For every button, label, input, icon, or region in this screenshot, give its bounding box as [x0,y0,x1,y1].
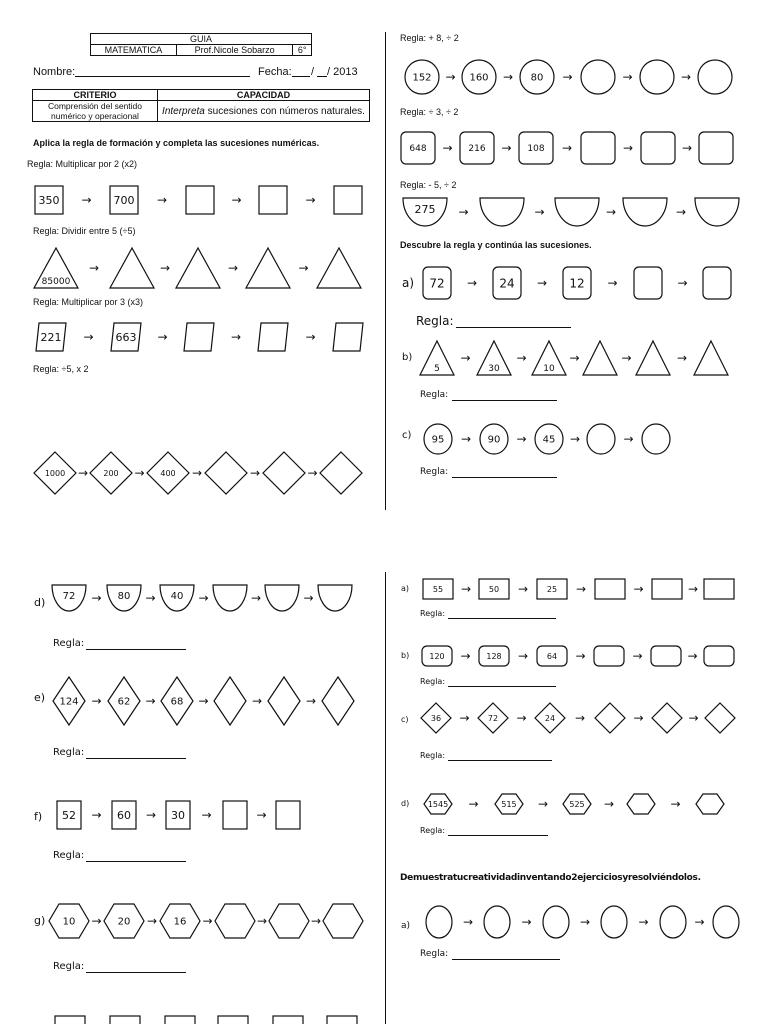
seq-lg-arrow-5: → [310,914,322,928]
seq-ld-arrow-5: → [303,591,314,605]
seq-minus5-arrow-4: → [675,205,687,219]
seq-rba [423,579,734,599]
seq-div5x2-arrow-1: → [77,466,89,480]
seq-div3-arrow-4: → [622,141,634,155]
seq-rb-box-3-value: 10 [543,364,555,374]
seq-plus8-blank-5[interactable] [640,60,674,94]
seq-div3-box-1-value: 648 [409,144,427,155]
seq-rc-arrow-1: → [460,432,472,446]
creativity-instruction: Demuestratucreatividadinventando2ejerciciosyresolviéndolos. [400,873,701,883]
seq-lh-blank-5[interactable] [273,1016,303,1024]
seq-rbe-arrow-3: → [579,915,591,929]
seq-x2-arrow-2: → [156,193,168,207]
seq-div5x2-blank-4[interactable] [205,452,247,494]
seq-div5-arrow-4: → [298,261,309,275]
seq-rbc-blank-4[interactable] [595,703,625,733]
seq-rbc-blank-5[interactable] [652,703,682,733]
label-rbc: c) [401,715,409,724]
seq-div5x2-arrow-4: → [249,466,261,480]
seq-rbe-blank-2[interactable] [484,906,510,938]
seq-plus8-box-1-value: 152 [412,72,432,84]
rt-rule-2: Regla: ÷ 3, ÷ 2 [400,107,459,117]
regla-rc: Regla: [420,467,449,477]
seq-plus8-arrow-4: → [622,70,633,84]
seq-minus5-blank-3[interactable] [555,198,599,226]
label-lf: f) [34,810,43,823]
seq-ra-box-1-value: 72 [429,276,445,291]
criterio-head: CRITERIO [33,90,158,101]
seq-x2 [35,186,362,214]
seq-ra-box-2-value: 24 [499,276,515,291]
seq-rbb-box-2-value: 128 [486,651,502,661]
seq-rba-arrow-4: → [633,582,644,596]
seq-rba-arrow-2: → [517,582,529,596]
seq-rc-box-3-value: 45 [542,434,556,446]
seq-rb-box-2-value: 30 [488,364,500,374]
seq-le-arrow-5: → [305,694,317,708]
seq-x3-arrow-2: → [157,330,168,344]
seq-lg-arrow-1: → [91,914,102,928]
regla-lg: Regla: [53,961,85,972]
seq-ld-blank-5[interactable] [265,585,299,611]
seq-rbe-blank-6[interactable] [713,906,739,938]
seq-div5x2 [34,452,362,494]
seq-rbb-box-1-value: 120 [429,651,445,661]
seq-rc-arrow-3: → [569,432,581,446]
rule-1: Regla: Multiplicar por 2 (x2) [27,159,138,169]
seq-rba-box-3-value: 25 [546,584,558,594]
seq-lg-arrow-4: → [256,914,268,928]
seq-rc [424,424,670,454]
seq-rbd-arrow-3: → [603,797,615,811]
seq-lf-box-3-value: 30 [171,808,185,822]
seq-div5-blank-2[interactable] [110,248,154,288]
seq-rbd-arrow-1: → [468,797,479,811]
seq-lf-box-2-value: 60 [117,808,131,822]
seq-minus5-arrow-1: → [458,205,469,219]
seq-x3-arrow-4: → [305,330,316,344]
regla-rbe: Regla: [420,949,449,959]
seq-rb-arrow-3: → [569,351,580,365]
regla-rbd: Regla: [420,826,446,835]
seq-rc-blank-5[interactable] [642,424,670,454]
criterio-text: Comprensión del sentido numérico y operacional [33,101,158,122]
seq-rbb-blank-6[interactable] [704,646,734,666]
seq-lf-arrow-1: → [91,808,102,822]
label-le: e) [34,691,46,704]
seq-plus8-arrow-1: → [445,70,456,84]
seq-rbe [426,906,739,938]
capacidad-head: CAPACIDAD [158,90,370,101]
seq-rbd-arrow-2: → [537,797,549,811]
seq-div5-arrow-3: → [227,261,239,275]
seq-rb-blank-5[interactable] [636,341,670,375]
seq-ld-arrow-3: → [198,591,209,605]
guia-title: GUIA [91,34,312,45]
rule-2: Regla: Dividir entre 5 (÷5) [33,226,136,236]
seq-rb-blank-6[interactable] [694,341,728,375]
left-instruction: Aplica la regla de formación y completa las sucesiones numéricas. [33,138,320,148]
seq-div5x2-arrow-2: → [134,466,145,480]
seq-plus8-arrow-5: → [680,70,692,84]
seq-lf-arrow-3: → [201,808,212,822]
label-ra: a) [402,276,415,290]
seq-x2-blank-4[interactable] [259,186,287,214]
seq-lf-blank-4[interactable] [223,801,247,829]
seq-ra-arrow-3: → [607,276,618,290]
seq-rb-arrow-5: → [676,351,688,365]
seq-minus5-arrow-2: → [534,205,545,219]
seq-x2-arrow-4: → [305,193,316,207]
seq-rb-arrow-1: → [460,351,471,365]
seq-x2-blank-5[interactable] [334,186,362,214]
seq-rbc-arrow-3: → [574,711,586,725]
date-label: Fecha: [258,66,292,78]
seq-rbc-arrow-5: → [688,711,699,725]
seq-ra-arrow-4: → [677,276,688,290]
seq-lf-blank-5[interactable] [276,801,300,829]
seq-lf [57,801,300,829]
regla-rbc: Regla: [420,751,446,760]
seq-div3-arrow-3: → [561,141,573,155]
seq-div5x2-arrow-3: → [191,466,203,480]
seq-plus8-blank-6[interactable] [698,60,732,94]
seq-div5x2-box-3-value: 400 [160,468,176,478]
seq-rbb-arrow-5: → [687,649,698,663]
seq-rbc-box-2-value: 72 [487,713,499,723]
seq-x2-box-1-value: 350 [38,193,60,207]
seq-div5x2-blank-6[interactable] [320,452,362,494]
seq-rc-box-1-value: 95 [431,434,445,446]
seq-rbd-blank-4[interactable] [627,794,655,814]
seq-rb-box-1-value: 5 [434,364,440,374]
seq-rbd-blank-5[interactable] [696,794,724,814]
seq-lh-blank-6[interactable] [327,1016,357,1024]
seq-rbd-box-3-value: 525 [569,799,585,809]
seq-x2-arrow-1: → [81,193,92,207]
seq-rbb-arrow-1: → [460,649,471,663]
seq-lg-blank-6[interactable] [323,904,363,938]
seq-x3-box-1-value: 221 [40,330,62,344]
seq-le-blank-4[interactable] [214,677,246,725]
seq-div3-arrow-5: → [681,141,693,155]
seq-ld-arrow-4: → [250,591,262,605]
seq-x3-box-2-value: 663 [115,330,137,344]
seq-lg-blank-4[interactable] [215,904,255,938]
seq-le-blank-6[interactable] [322,677,354,725]
label-rbd: d) [401,799,410,808]
seq-lg-arrow-2: → [146,914,158,928]
seq-minus5 [403,198,739,226]
seq-lg-box-1-value: 10 [62,916,76,928]
seq-div3-blank-4[interactable] [581,132,615,164]
seq-rbc-arrow-4: → [633,711,644,725]
seq-lg [49,904,363,938]
seq-lh-blank-3[interactable] [165,1016,195,1024]
seq-rc-arrow-4: → [623,432,634,446]
date-sep1: / [311,66,315,78]
seq-div5-arrow-1: → [88,261,100,275]
seq-rbb [422,646,734,666]
seq-lh-blank-2[interactable] [110,1016,140,1024]
seq-rba-blank-5[interactable] [652,579,682,599]
capacidad-em: Interpreta [162,105,205,117]
seq-rba-blank-4[interactable] [595,579,625,599]
regla-rb: Regla: [420,390,449,400]
seq-ra-blank-5[interactable] [703,267,731,299]
seq-rbc-arrow-2: → [516,711,527,725]
seq-div5-box-1-value: 85000 [41,277,71,287]
seq-minus5-box-1-value: 275 [414,203,436,216]
seq-le-box-2-value: 62 [117,696,131,708]
seq-lf-box-1-value: 52 [62,808,76,822]
seq-rba-blank-6[interactable] [704,579,734,599]
teacher-cell: Prof.Nicole Sobarzo [176,45,293,56]
seq-rbb-arrow-4: → [632,649,643,663]
seq-lg-arrow-3: → [202,914,213,928]
seq-ld [52,585,352,611]
seq-plus8-blank-4[interactable] [581,60,615,94]
seq-ra-box-3-value: 12 [569,276,585,291]
seq-rbc-box-1-value: 36 [430,713,442,723]
seq-rbe-arrow-2: → [521,915,532,929]
seq-x3-blank-4[interactable] [258,323,288,351]
regla-le: Regla: [53,747,85,758]
seq-rba-box-2-value: 50 [488,584,500,594]
seq-minus5-blank-2[interactable] [480,198,524,226]
label-rba: a) [401,584,410,593]
seq-div3 [401,132,733,164]
seq-rbb-arrow-3: → [575,649,586,663]
seq-div3-arrow-2: → [501,141,512,155]
seq-rba-arrow-5: → [687,582,699,596]
seq-rbe-arrow-4: → [638,915,649,929]
seq-ld-blank-4[interactable] [213,585,247,611]
seq-rbc-blank-6[interactable] [705,703,735,733]
seq-rbd-arrow-4: → [670,797,681,811]
seq-rbc-arrow-1: → [459,711,470,725]
seq-ld-box-3-value: 40 [170,591,184,602]
seq-rbb-blank-4[interactable] [594,646,624,666]
seq-rbb-arrow-2: → [517,649,529,663]
seq-rbe-blank-4[interactable] [601,906,627,938]
seq-plus8-box-2-value: 160 [469,72,489,84]
seq-ld-arrow-2: → [145,591,156,605]
seq-rba-arrow-3: → [575,582,587,596]
label-rbe: a) [401,921,411,931]
grade-cell: 6° [293,45,312,56]
label-lg: g) [34,914,46,927]
seq-rc-box-2-value: 90 [487,434,501,446]
seq-ld-arrow-1: → [91,591,102,605]
rt-instruction: Descubre la regla y continúa las sucesiones. [400,240,592,250]
subject-cell: MATEMATICA [91,45,177,56]
seq-le-blank-5[interactable] [268,677,300,725]
seq-div5x2-arrow-5: → [307,466,318,480]
seq-rc-blank-4[interactable] [587,424,615,454]
seq-lg-blank-5[interactable] [269,904,309,938]
seq-plus8-box-3-value: 80 [530,72,544,84]
name-label: Nombre: [33,66,76,78]
seq-div3-blank-5[interactable] [641,132,675,164]
seq-rbd-box-2-value: 515 [501,799,517,809]
seq-rbe-arrow-5: → [694,915,705,929]
seq-rba-arrow-1: → [460,582,472,596]
seq-le [53,677,354,725]
seq-ra-blank-4[interactable] [634,267,662,299]
date-sep2: / 2013 [327,66,358,78]
seq-rbe-arrow-1: → [462,915,474,929]
seq-x3-blank-5[interactable] [333,323,363,351]
seq-x3-arrow-1: → [83,330,94,344]
rule-4: Regla: ÷5, x 2 [33,364,89,374]
seq-div3-blank-6[interactable] [699,132,733,164]
seq-lg-box-3-value: 16 [173,916,187,928]
seq-rbe-blank-3[interactable] [543,906,569,938]
seq-rc-arrow-2: → [516,432,527,446]
seq-div5x2-box-2-value: 200 [103,468,119,478]
seq-x3 [36,323,363,351]
seq-rb-arrow-4: → [621,351,632,365]
regla-ra: Regla: [416,314,454,328]
seq-div3-arrow-1: → [442,141,453,155]
seq-le-arrow-2: → [145,694,156,708]
label-rc: c) [402,430,412,441]
seq-lh-blank-4[interactable] [218,1016,248,1024]
seq-lh-blank-1[interactable] [55,1016,85,1024]
seq-rbb-box-3-value: 64 [546,651,558,661]
seq-rbc-box-3-value: 24 [544,713,556,723]
seq-div5-arrow-2: → [159,261,171,275]
seq-x2-box-2-value: 700 [113,193,135,207]
seq-ld-box-2-value: 80 [117,591,131,602]
seq-rb [420,341,728,375]
seq-rb-blank-4[interactable] [583,341,617,375]
regla-rbb: Regla: [420,677,446,686]
seq-x2-arrow-3: → [231,193,242,207]
seq-div5-blank-3[interactable] [176,248,220,288]
seq-ld-box-1-value: 72 [62,591,76,602]
seq-x2-blank-3[interactable] [186,186,214,214]
seq-rbc [421,703,735,733]
rt-rule-3: Regla: - 5, ÷ 2 [400,180,457,190]
seq-div3-box-2-value: 216 [468,144,486,155]
seq-lf-arrow-2: → [145,808,157,822]
label-rb: b) [402,352,413,363]
seq-div5x2-box-1-value: 1000 [44,468,66,478]
seq-ra-arrow-1: → [466,276,478,290]
seq-rbd [424,794,724,814]
regla-lf: Regla: [53,850,85,861]
seq-plus8 [405,60,732,94]
seq-div5-blank-4[interactable] [246,248,290,288]
seq-x3-blank-3[interactable] [184,323,214,351]
seq-div3-box-3-value: 108 [527,144,545,155]
seq-x3-arrow-3: → [230,330,242,344]
seq-rbe-blank-1[interactable] [426,906,452,938]
seq-plus8-arrow-2: → [502,70,514,84]
seq-rb-arrow-2: → [516,351,527,365]
seq-ld-blank-6[interactable] [318,585,352,611]
capacidad-rest: sucesiones con números naturales. [204,105,365,117]
seq-rbe-blank-5[interactable] [660,906,686,938]
seq-minus5-blank-5[interactable] [695,198,739,226]
seq-le-arrow-4: → [251,694,263,708]
seq-minus5-blank-4[interactable] [623,198,667,226]
seq-le-arrow-1: → [91,694,102,708]
regla-ld: Regla: [53,638,85,649]
label-ld: d) [34,596,46,609]
seq-rbb-blank-5[interactable] [651,646,681,666]
seq-div5-blank-5[interactable] [317,248,361,288]
seq-minus5-arrow-3: → [605,205,617,219]
seq-lg-box-2-value: 20 [117,916,131,928]
seq-le-box-3-value: 68 [170,696,184,708]
seq-ra [423,267,731,299]
seq-rba-box-1-value: 55 [432,584,444,594]
seq-rbd-box-1-value: 1545 [427,799,449,809]
label-rbb: b) [401,651,410,660]
seq-plus8-arrow-3: → [562,70,573,84]
seq-le-box-1-value: 124 [59,696,79,708]
regla-rba: Regla: [420,609,446,618]
rule-3: Regla: Multiplicar por 3 (x3) [33,297,144,307]
seq-lh [55,1016,357,1024]
rt-rule-1: Regla: + 8, ÷ 2 [400,33,459,43]
seq-ra-arrow-2: → [536,276,548,290]
seq-div5x2-blank-5[interactable] [263,452,305,494]
seq-lf-arrow-4: → [256,808,267,822]
seq-le-arrow-3: → [198,694,209,708]
seq-div5 [34,248,361,288]
